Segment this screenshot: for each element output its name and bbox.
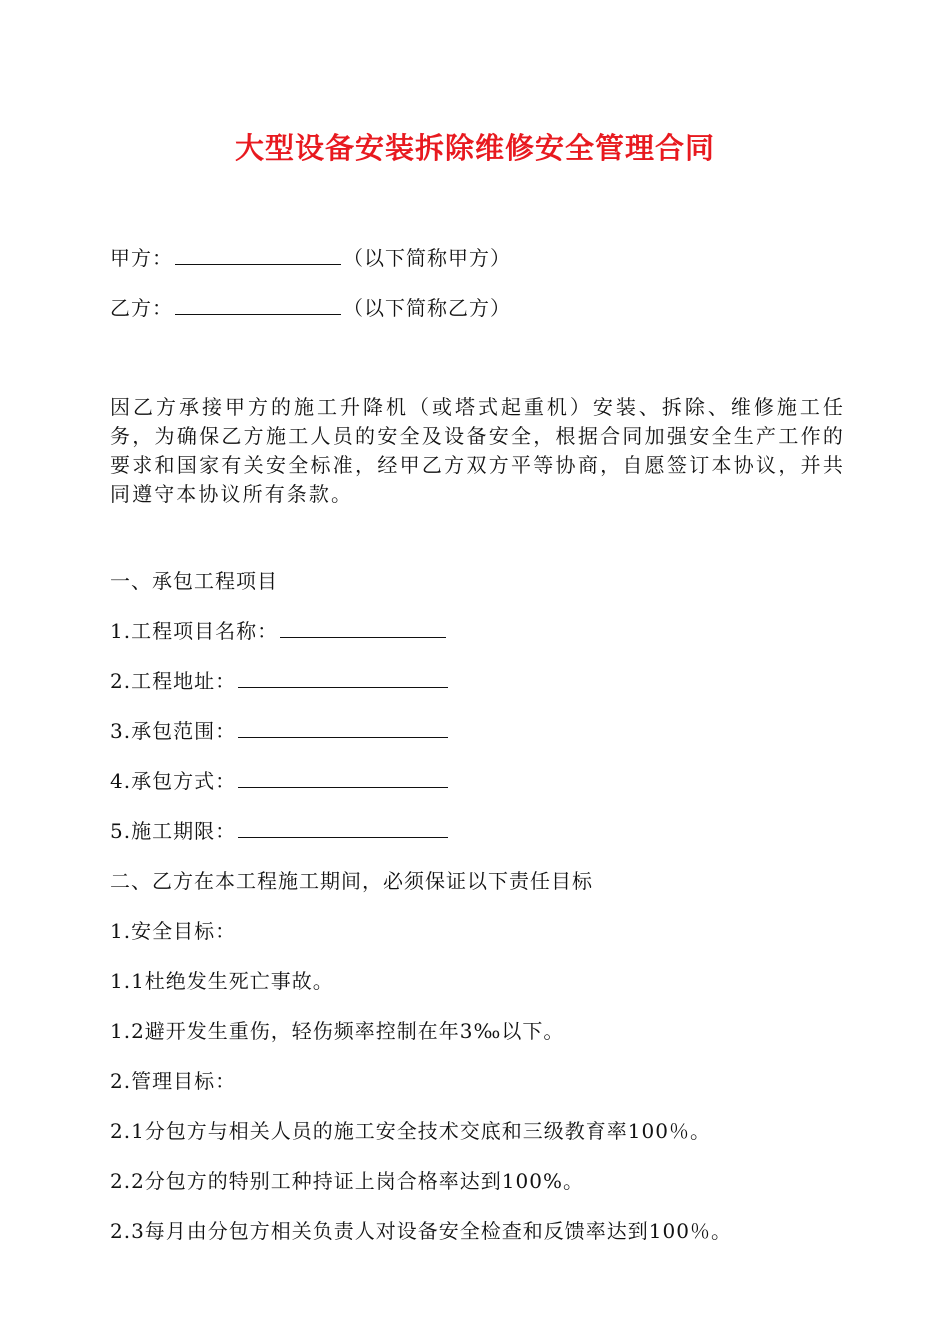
period-blank[interactable] [238,819,448,838]
item-label: 2.工程地址： [110,669,237,693]
management-target-2-1: 2.1分包方与相关人员的施工安全技术交底和三级教育率100％。 [110,1119,711,1143]
project-address-blank[interactable] [238,669,448,688]
item-period [110,818,450,844]
management-target-2-2: 2.2分包方的特别工种持证上岗合格率达到100%。 [110,1169,584,1193]
management-target-label: 2.管理目标： [110,1069,237,1093]
item-method [110,768,450,794]
item-project-address [110,668,450,694]
section1-heading: 一、承包工程项目 [110,569,278,593]
item-project-name [110,618,448,644]
method-blank[interactable] [238,769,448,788]
party-a-note: （以下简称甲方） [343,246,511,270]
party-b-line [110,295,511,321]
safety-target-1-2: 1.2避开发生重伤，轻伤频率控制在年3‰以下。 [110,1019,565,1043]
document-title: 大型设备安装拆除维修安全管理合同 [234,131,715,165]
project-name-blank[interactable] [280,619,446,638]
party-a-line [110,245,511,271]
party-a-label: 甲方： [110,246,173,270]
item-label: 4.承包方式： [110,769,237,793]
item-label: 1.工程项目名称： [110,619,279,643]
party-b-note: （以下简称乙方） [343,296,511,320]
item-label: 3.承包范围： [110,719,237,743]
party-b-label: 乙方： [110,296,173,320]
section2-heading: 二、乙方在本工程施工期间，必须保证以下责任目标 [110,869,593,893]
safety-target-1-1: 1.1杜绝发生死亡事故。 [110,969,334,993]
item-label: 5.施工期限： [110,819,237,843]
preamble-paragraph: 因乙方承接甲方的施工升降机（或塔式起重机）安装、拆除、维修施工任务，为确保乙方施工人员的安全及设备安全，根据合同加强安全生产工作的要求和国家有关安全标准，经甲乙方双方平等协商，自愿签订本协议，并共同遵守本协议所有条款。 [110,395,845,506]
item-scope [110,718,450,744]
party-a-blank[interactable] [175,246,341,265]
party-b-blank[interactable] [175,296,341,315]
management-target-2-3: 2.3每月由分包方相关负责人对设备安全检查和反馈率达到100％。 [110,1219,732,1243]
safety-target-label: 1.安全目标： [110,919,237,943]
scope-blank[interactable] [238,719,448,738]
